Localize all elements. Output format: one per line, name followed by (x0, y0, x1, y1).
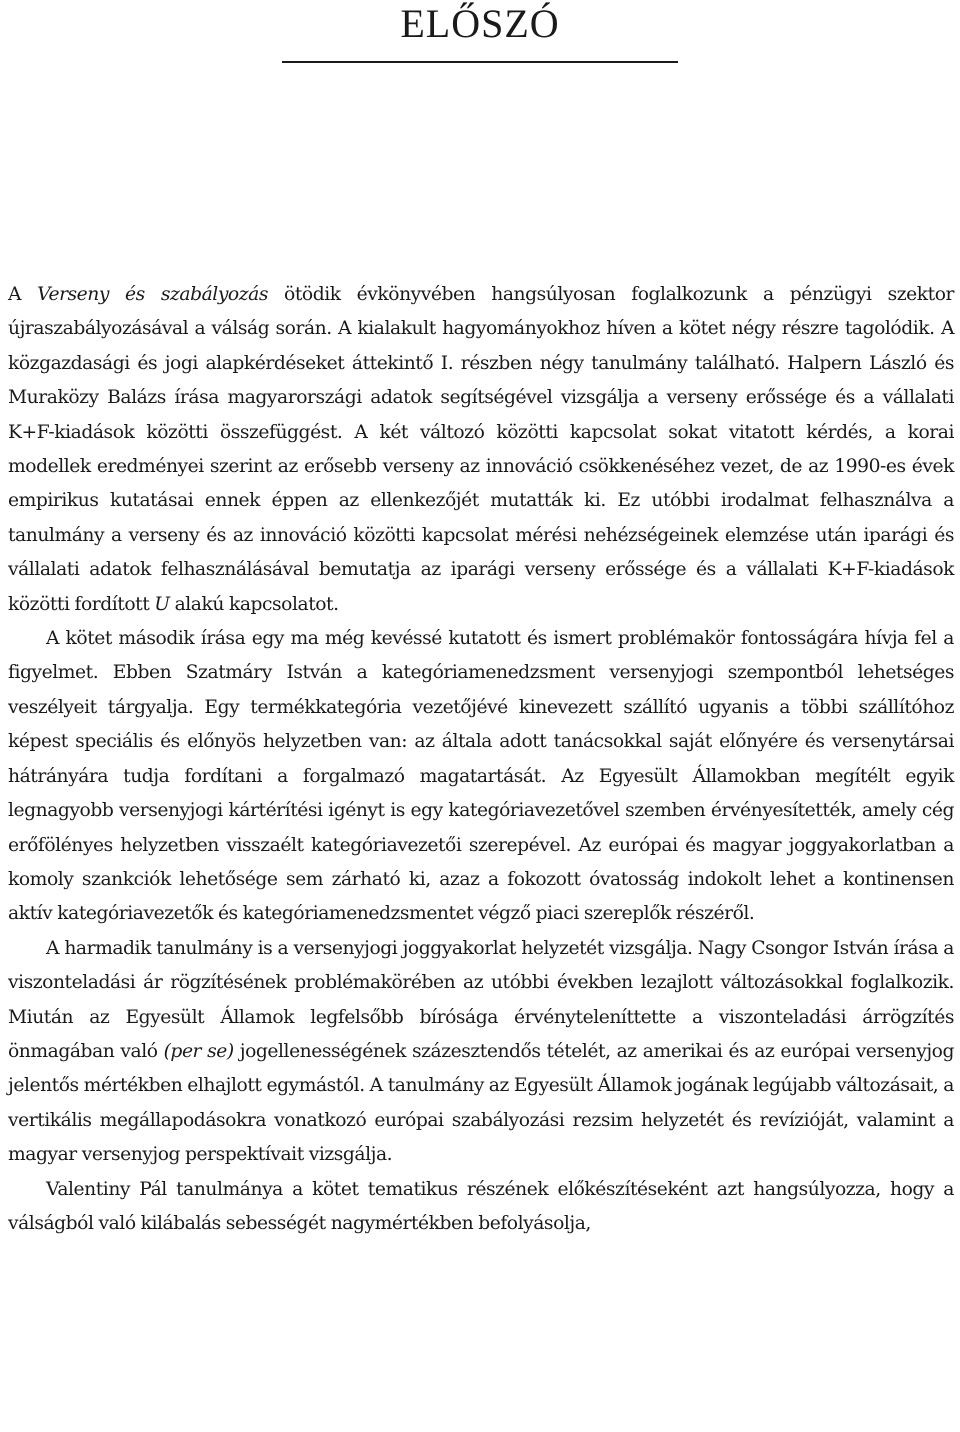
italic-phrase: (per se) (163, 1040, 234, 1062)
text-run: A kötet második írása egy ma még kevéssé kutatott és ismert problémakör fontosságára hívja fel a figyelmet. Ebben Szatmáry István a kategóriamenedzsment versenyjogi szempontból lehetséges veszélyeit tárgyalja. Egy termékkategória vezetőjévé kinevezett szállító ugyanis a többi szállítóhoz képest speciális és előnyös helyzetben van: az általa adott tanácsokkal saját előnyére és versenytársai hátrányára tudja fordítani a forgalmazó magatartását. Az Egyesült Államokban megítélt egyik legnagyobb versenyjogi kártérítési igényt is egy kategóriavezetővel szemben érvényesítették, amely cég erőfölényes helyzetben visszaélt kategóriavezetői szerepével. Az európai és magyar joggyakorlatban a komoly szankciók lehetősége sem zárható ki, azaz a fokozott óvatosság indokolt lehet a kontinensen aktív kategóriavezetők és kategóriamenedzsmentet végző piaci szereplők részéről. (8, 628, 954, 925)
preface-body (8, 278, 954, 1241)
italic-phrase: Verseny és szabályozás (37, 284, 268, 305)
paragraph-3 (8, 932, 954, 1173)
page-title: ELŐSZÓ (400, 1, 560, 46)
text-run: alakú kapcsolatot. (169, 593, 339, 615)
paragraph-1 (8, 278, 954, 622)
title-underline (282, 61, 678, 63)
text-run: Valentiny Pál tanulmánya a kötet tematikus részének előkészítéseként azt hangsúlyozza, hogy a válságból való kilábalás sebességét nagymértékben befolyásolja, (8, 1178, 954, 1234)
italic-phrase: U (154, 593, 170, 615)
paragraph-4 (8, 1173, 954, 1242)
paragraph-2 (8, 622, 954, 932)
text-run: ötödik évkönyvében hangsúlyosan foglalkozunk a pénzügyi szektor újraszabályozásával a válság során. A kialakult hagyományokhoz híven a kötet négy részre tagolódik. A közgazdasági és jogi alapkérdéseket áttekintő I. részben négy tanulmány található. Halpern László és Muraközy Balázs írása magyarországi adatok segítségével vizsgálja a verseny erőssége és a vállalati K+F-kiadások közötti összefüggést. A két változó közötti kapcsolat sokat vitatott kérdés, a korai modellek eredményei szerint az erősebb verseny az innováció csökkenéséhez vezet, de az 1990-es évek empirikus kutatásai ennek éppen az ellenkezőjét mutatták ki. Ez utóbbi irodalmat felhasználva a tanulmány a verseny és az innováció közötti kapcsolat mérési nehézségeinek elemzése után iparági és vállalati adatok felhasználásával bemutatja az iparági verseny erőssége és a vállalati K+F-kiadások közötti fordított (8, 284, 954, 615)
text-run: A harmadik tanulmány is a versenyjogi joggyakorlat helyzetét vizsgálja. Nagy Csongor István írása a viszonteladási ár rögzítésének problémakörében az utóbbi években lezajlott változásokkal foglalkozik. Miután az Egyesült Államok legfelsőbb bírósága érvényteleníttette a viszonteladási árrögzítés önmagában való (8, 937, 954, 1062)
text-run: A (8, 284, 38, 305)
text-run: jogellenességének százesztendős tételét, az amerikai és az európai versenyjog jelentős mértékben elhajlott egymástól. A tanulmány az Egyesült Államok jogának legújabb változásait, a vertikális megállapodásokra vonatkozó európai szabályozási rezsim helyzetét és revízióját, valamint a magyar versenyjog perspektívait vizsgálja. (8, 1040, 954, 1166)
